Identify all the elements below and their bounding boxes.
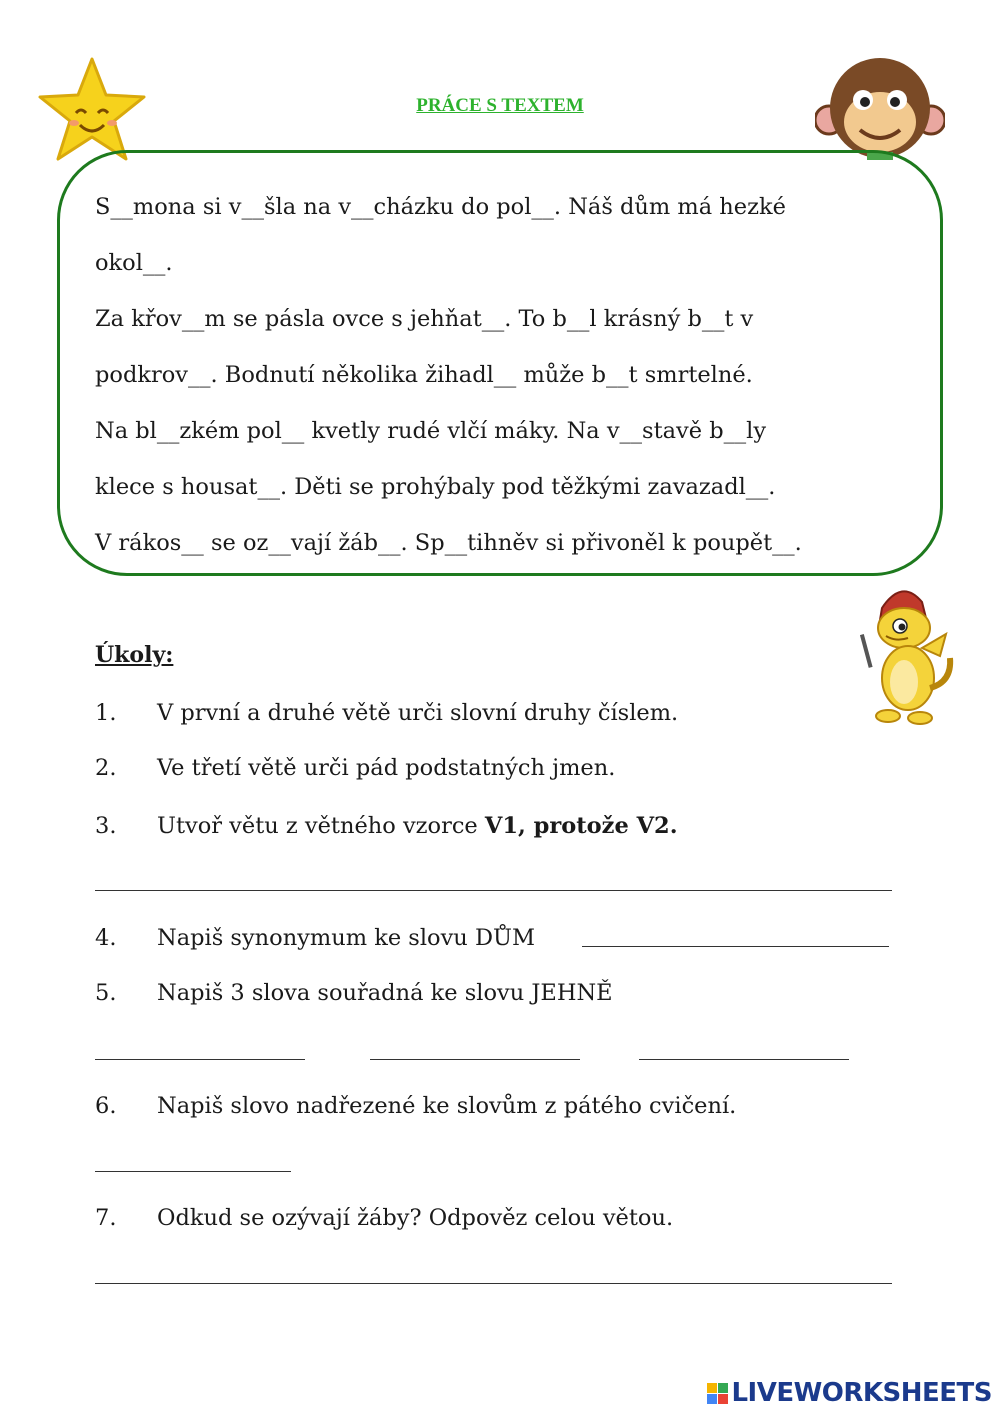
dragon-icon xyxy=(852,578,956,730)
text-line: okol__. xyxy=(95,250,173,276)
task-text: Odkud se ozývají žáby? Odpověz celou větou. xyxy=(157,1205,674,1231)
answer-line[interactable] xyxy=(95,1283,892,1284)
answer-line[interactable] xyxy=(95,1059,305,1060)
task-text: V první a druhé větě urči slovní druhy číslem. xyxy=(157,700,679,726)
text-line: V rákos__ se oz__vají žáb__. Sp__tihněv si přivoněl k poupět__. xyxy=(95,530,802,556)
task-number: 1. xyxy=(95,700,117,726)
task-number: 4. xyxy=(95,925,117,951)
task-number: 3. xyxy=(95,813,117,839)
text-line: podkrov__. Bodnutí několika žihadl__ může b__t smrtelné. xyxy=(95,362,753,388)
text-line: Na bl__zkém pol__ kvetly rudé vlčí máky. Na v__stavě b__ly xyxy=(95,418,767,444)
liveworksheets-logo xyxy=(707,1378,992,1408)
task-text: Napiš synonymum ke slovu DŮM xyxy=(157,925,535,951)
task-number: 7. xyxy=(95,1205,117,1231)
monkey-icon xyxy=(815,52,945,162)
task-number: 6. xyxy=(95,1093,117,1119)
text-line: klece s housat__. Děti se prohýbaly pod těžkými zavazadl__. xyxy=(95,474,776,500)
text-line: Za křov__m se pásla ovce s jehňat__. To b__l krásný b__t v xyxy=(95,306,754,332)
sentence-formula: V1, protože V2. xyxy=(484,813,678,839)
task-text: Napiš slovo nadřezené ke slovům z pátého cvičení. xyxy=(157,1093,737,1119)
task-number: 2. xyxy=(95,755,117,781)
tasks-heading: Úkoly: xyxy=(95,642,174,668)
task-text: Utvoř větu z větného vzorce V1, protože V2. xyxy=(157,813,678,839)
task-text: Ve třetí větě urči pád podstatných jmen. xyxy=(157,755,616,781)
task-text: Napiš 3 slova souřadná ke slovu JEHNĚ xyxy=(157,980,613,1006)
text-line: S__mona si v__šla na v__cházku do pol__. Náš dům má hezké xyxy=(95,194,786,220)
logo-text: LIVEWORKSHEETS xyxy=(731,1378,992,1408)
answer-line[interactable] xyxy=(582,946,889,947)
answer-line[interactable] xyxy=(95,890,892,891)
worksheet-title: PRÁCE S TEXTEM xyxy=(416,95,584,116)
answer-line[interactable] xyxy=(370,1059,580,1060)
logo-icon xyxy=(707,1383,728,1404)
task-number: 5. xyxy=(95,980,117,1006)
answer-line[interactable] xyxy=(639,1059,849,1060)
answer-line[interactable] xyxy=(95,1171,291,1172)
